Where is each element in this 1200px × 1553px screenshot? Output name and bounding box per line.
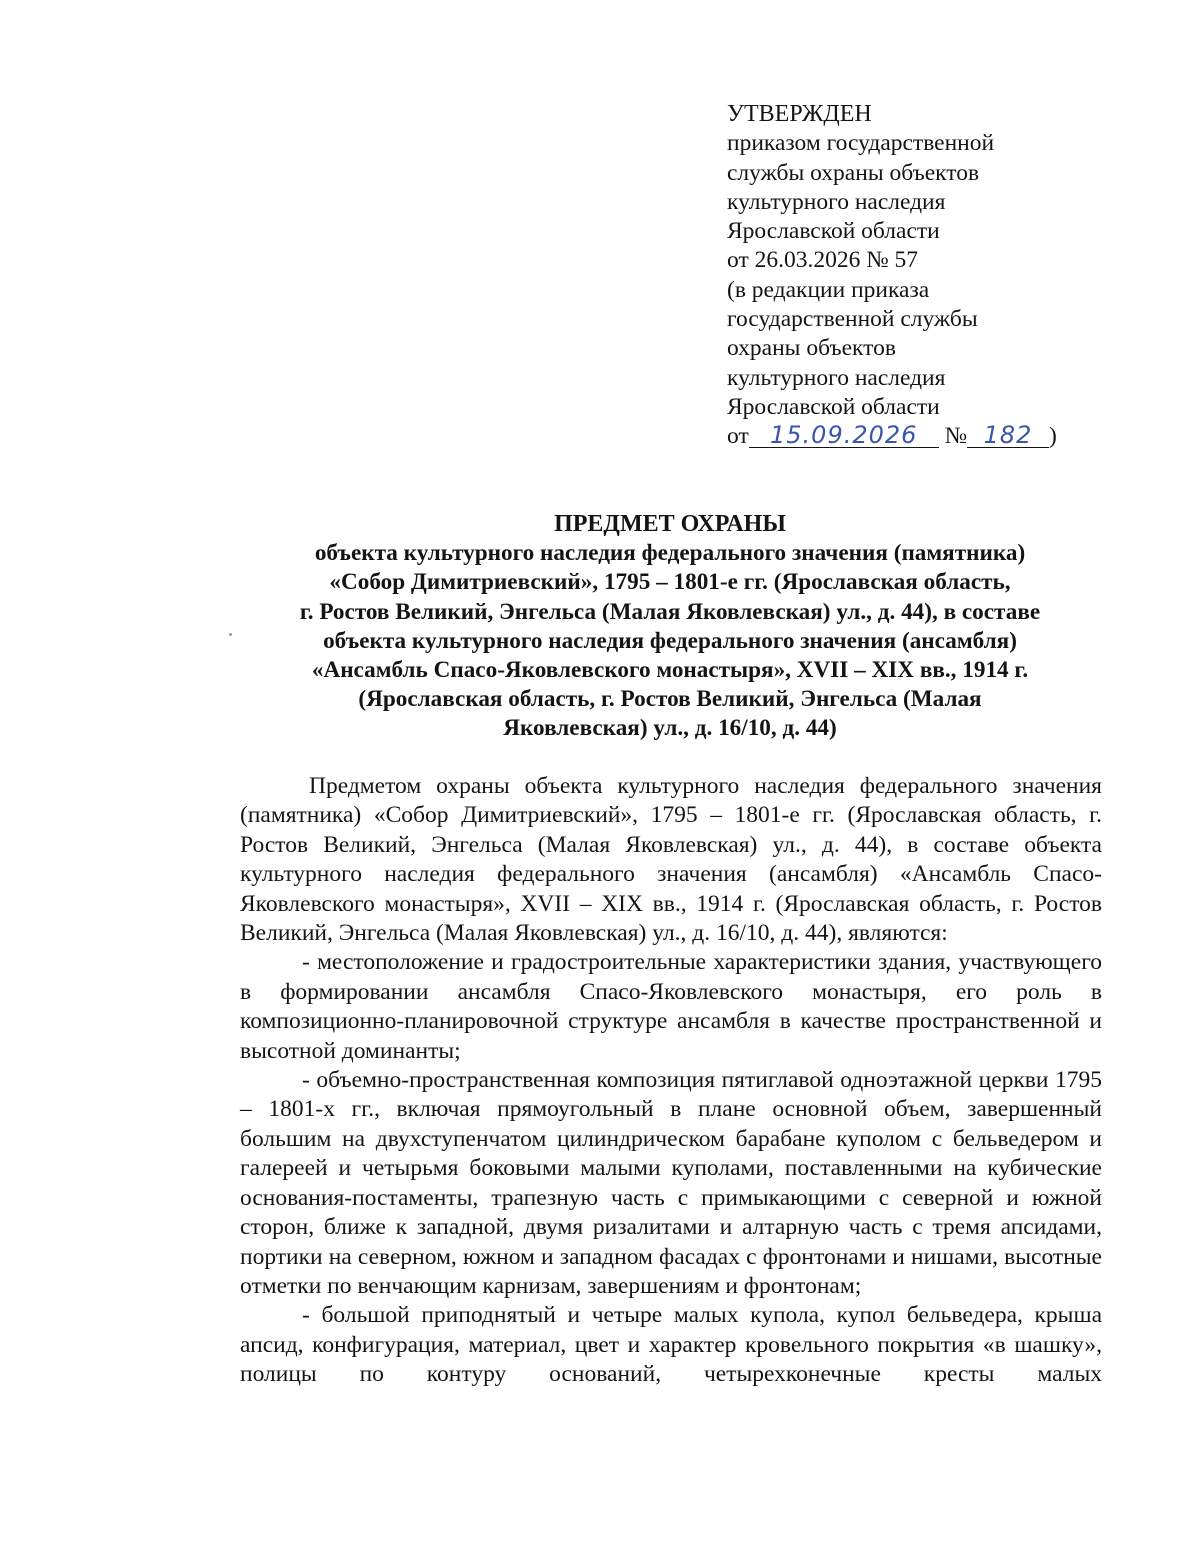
protection-item: - местоположение и градостроительные характеристики здания, участвующего в формировании ансамбля Спасо-Яковлевского монастыря, его роль в композиционно-планировочной структуре ансамбля в качестве пространственной и высотной доминанты; xyxy=(240,949,1102,1064)
approval-line: государственной службы xyxy=(727,306,978,333)
approval-line: приказом государственной xyxy=(727,130,995,157)
approval-line: культурного наследия xyxy=(727,364,946,391)
approval-order-date: от 26.03.2026 № 57 xyxy=(727,247,919,274)
title-line: «Ансамбль Спасо-Яковлевского монастыря», XVII – XIX вв., 1914 г. xyxy=(311,657,1029,684)
approval-line: Ярославской области xyxy=(727,393,940,420)
protection-item: - большой приподнятый и четыре малых купола, купол бельведера, крыша апсид, конфигурация, материал, цвет и характер кровельного покрытия «в шашку», полицы по контуру оснований, четырехконечные кресты малых xyxy=(240,1302,1102,1388)
approval-line: культурного наследия xyxy=(727,188,946,215)
approval-line: охраны объектов xyxy=(727,335,896,362)
closing-paren: ) xyxy=(1049,423,1057,450)
handwritten-number-field xyxy=(967,421,1049,450)
document-title-block xyxy=(200,510,1140,744)
approval-line: (в редакции приказа xyxy=(727,276,930,303)
title-line: г. Ростов Великий, Энгельса (Малая Яковлевская) ул., д. 44), в составе xyxy=(299,598,1041,625)
protection-item: - объемно-пространственная композиция пятиглавой одноэтажной церкви 1795 – 1801-х гг., включая прямоугольный в плане основной объем, завершенный большим на двухступенчатом цилиндрическом барабане куполом с бельведером и галереей и четырьмя боковыми малыми куполами, поставленными на кубические основания-постаменты, трапезную часть с примыкающими с северной и южной сторон, ближе к западной, двумя ризалитами и алтарную часть с тремя апсидами, портики на северном, южном и западном фасадах с фронтонами и нишами, высотные отметки по венчающим карнизам, завершениям и фронтонам; xyxy=(240,1067,1102,1299)
approval-amendment-line xyxy=(727,422,1147,451)
title-line: «Собор Димитриевский», 1795 – 1801-е гг. (Ярославская область, xyxy=(329,569,1011,596)
approval-line: Ярославской области xyxy=(727,218,940,245)
number-sign: № xyxy=(944,423,968,450)
document-title: ПРЕДМЕТ ОХРАНЫ xyxy=(554,511,786,537)
approval-line: службы охраны объектов xyxy=(727,159,980,186)
title-line: (Ярославская область, г. Ростов Великий, Энгельса (Малая xyxy=(358,686,982,713)
title-line: объекта культурного наследия федерального значения (памятника) xyxy=(314,540,1026,567)
approval-block xyxy=(727,100,1147,452)
handwritten-date: 15.09.2026 xyxy=(770,421,918,450)
intro-paragraph: Предметом охраны объекта культурного наследия федерального значения (памятника) «Собор Димитриевский», 1795 – 1801-е гг. (Ярославская область, г. Ростов Великий, Энгельса (Малая Яковлевская) ул., д. 44), в составе объекта культурного наследия федерального значения (ансамбля) «Ансамбль Спасо-Яковлевского монастыря», XVII – XIX вв., 1914 г. (Ярославская область, г. Ростов Великий, Энгельса (Малая Яковлевская) ул., д. 16/10, д. 44), являются: xyxy=(240,773,1102,947)
approval-heading: УТВЕРЖДЕН xyxy=(727,101,872,127)
handwritten-number: 182 xyxy=(983,421,1033,450)
document-body xyxy=(240,772,1102,1390)
title-line: Яковлевская) ул., д. 16/10, д. 44) xyxy=(503,715,837,742)
approval-from-label: от xyxy=(727,423,749,450)
title-line: объекта культурного наследия федерального значения (ансамбля) xyxy=(323,627,1017,654)
handwritten-date-field xyxy=(749,421,939,450)
